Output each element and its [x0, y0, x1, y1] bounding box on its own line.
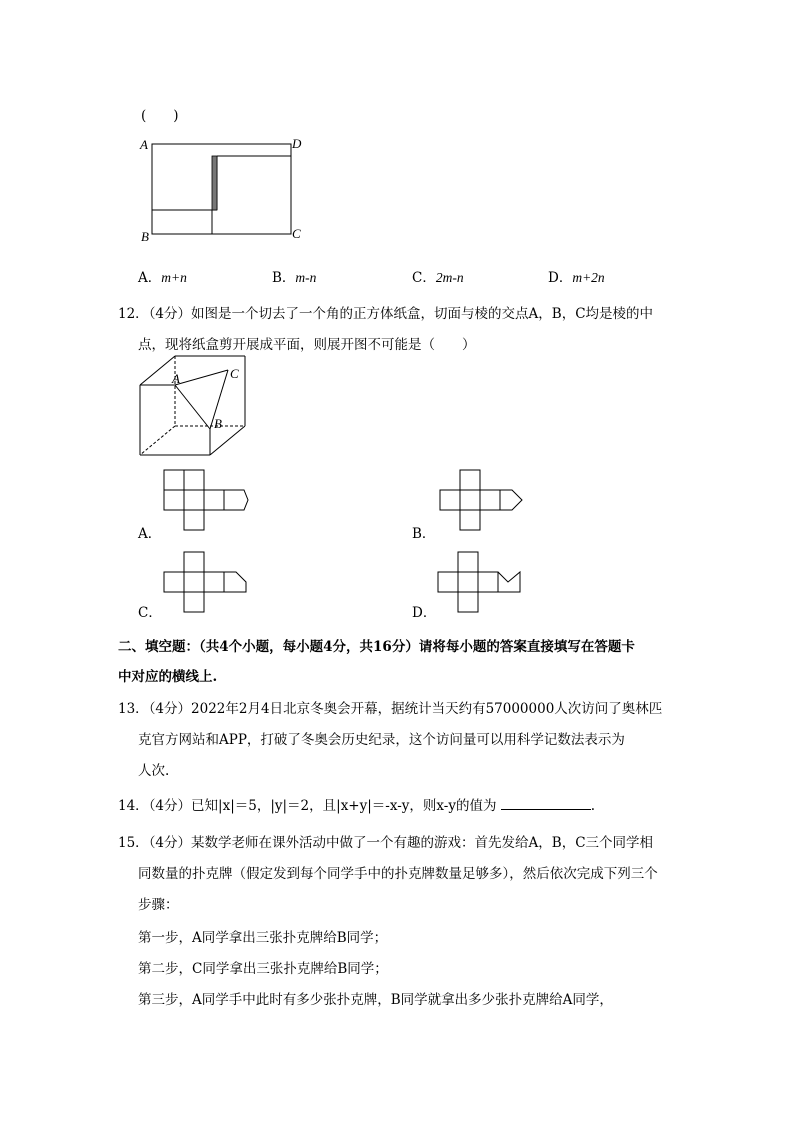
q15-step1: 第一步，A同学拿出三张扑克牌给B同学； [138, 930, 388, 946]
q15-line3: 步骤： [138, 897, 179, 913]
section-heading-line2: 中对应的横线上. [118, 669, 218, 685]
q12-line2: 点，现将纸盒剪开展成平面，则展开图不可能是（ ） [138, 337, 476, 353]
q11-option-c: C．2m-n [412, 270, 464, 286]
q11-option-b: B．m-n [272, 270, 317, 286]
q15-step3: 第三步，A同学手中此时有多少张扑克牌，B同学就拿出多少张扑克牌给A同学， [138, 992, 613, 1008]
answer-bracket: ( ) [141, 108, 179, 124]
net-option-d: D． [412, 605, 437, 621]
net-b [440, 470, 522, 530]
net-d [438, 552, 520, 612]
net-c [164, 552, 246, 612]
q15-line1: 15．（4分）某数学老师在课外活动中做了一个有趣的游戏：首先发给A，B，C三个同学相 [118, 835, 654, 851]
q14-line: 14．（4分）已知|x|＝5，|y|＝2，且|x+y|＝-x-y，则x-y的值为 . [118, 798, 596, 814]
net-option-a: A． [138, 526, 162, 542]
cube-label-a: A [172, 371, 180, 386]
answer-blank[interactable] [501, 797, 591, 810]
q11-option-a: A．m+n [138, 270, 187, 286]
q13-line3: 人次. [138, 763, 170, 779]
q15-step2: 第二步，C同学拿出三张扑克牌给B同学； [138, 961, 388, 977]
q13-line2: 克官方网站和APP，打破了冬奥会历史纪录，这个访问量可以用科学记数法表示为 [138, 732, 625, 748]
q15-line2: 同数量的扑克牌（假定发到每个同学手中的扑克牌数量足够多），然后依次完成下列三个 [138, 866, 658, 882]
q12-line1: 12．（4分）如图是一个切去了一个角的正方体纸盒，切面与棱的交点A，B，C均是棱的中 [118, 306, 654, 322]
label-b: B [141, 229, 149, 244]
net-a [164, 470, 248, 530]
label-c: C [292, 226, 301, 241]
label-a: A [140, 137, 148, 152]
section-heading-line1: 二、填空题：（共4个小题，每小题4分，共16分）请将每小题的答案直接填写在答题卡 [118, 639, 635, 655]
q11-option-d: D．m+2n [548, 270, 605, 286]
net-option-c: C． [138, 605, 162, 621]
cube-label-b: B [214, 416, 222, 431]
q13-line1: 13．（4分）2022年2月4日北京冬奥会开幕，据统计当天约有57000000人次访问了奥林匹 [118, 701, 663, 717]
label-d: D [292, 136, 302, 151]
net-option-b: B． [412, 526, 436, 542]
cube-label-c: C [230, 366, 239, 381]
